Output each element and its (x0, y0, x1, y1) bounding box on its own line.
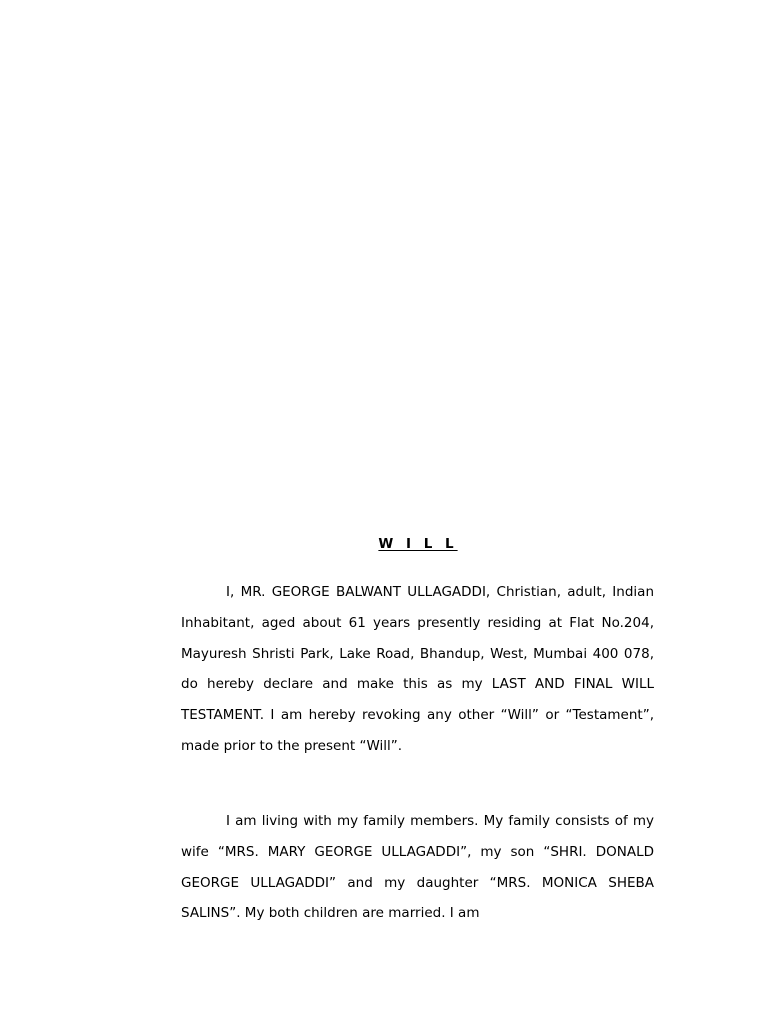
paragraph-block (181, 577, 654, 762)
paragraph-declaration: I, MR. GEORGE BALWANT ULLAGADDI, Christian, adult, Indian Inhabitant, aged about 61 years presently residing at Flat No.204, Mayuresh Shristi Park, Lake Road, Bhandup, West, Mumbai 400 078, do hereby declare and make this as my LAST AND FINAL WILL TESTAMENT. I am hereby revoking any other “Will” or “Testament”, made prior to the present “Will”. (181, 584, 654, 754)
paragraph-family: I am living with my family members. My family consists of my wife “MRS. MARY GEORGE ULLAGADDI”, my son “SHRI. DONALD GEORGE ULLAGADDI” and my daughter “MRS. MONICA SHEBA SALINS”. My both children are married. I am (181, 813, 654, 922)
document-title: W I L L (378, 536, 458, 552)
paragraph-block (181, 806, 654, 929)
